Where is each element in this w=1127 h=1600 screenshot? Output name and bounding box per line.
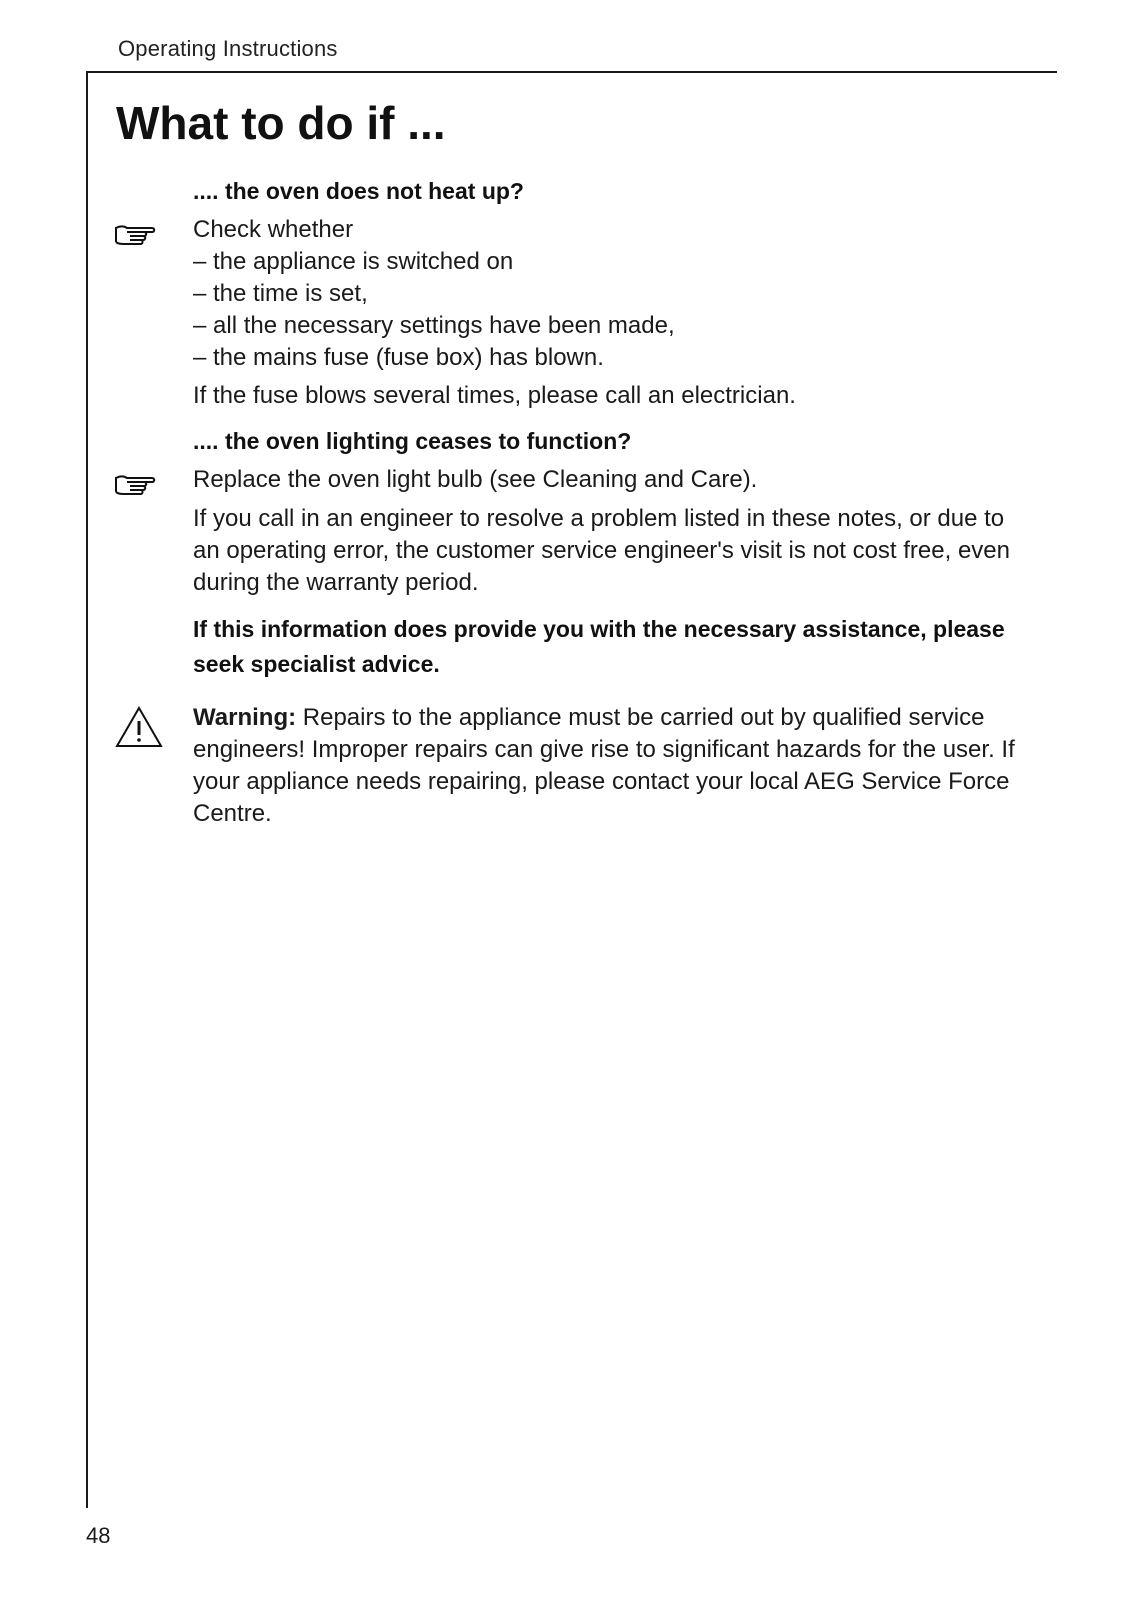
specialist-advice-note: If this information does provide you with the necessary assistance, please seek specialist advice. xyxy=(193,616,1005,677)
fuse-note: If the fuse blows several times, please call an electrician. xyxy=(193,382,796,409)
list-item: – the appliance is switched on xyxy=(193,246,675,278)
pointing-hand-icon xyxy=(114,472,162,496)
margin-rule xyxy=(86,71,88,1508)
check-intro: Check whether xyxy=(193,216,354,243)
warning-text xyxy=(193,702,1023,830)
list-item: – the mains fuse (fuse box) has blown. xyxy=(193,342,675,374)
section-heading-lighting: .... the oven lighting ceases to function? xyxy=(193,428,632,454)
list-item: – all the necessary settings have been made, xyxy=(193,310,675,342)
warning-label: Warning: xyxy=(193,704,297,731)
page-number: 48 xyxy=(86,1523,111,1548)
check-list xyxy=(193,246,675,374)
section-heading-no-heat: .... the oven does not heat up? xyxy=(193,178,524,204)
pointing-hand-icon xyxy=(114,222,162,246)
engineer-cost-note: If you call in an engineer to resolve a problem listed in these notes, or due to an operating error, the customer service engineer's visit is not cost free, even during the warranty period. xyxy=(193,505,1010,596)
header-rule xyxy=(86,71,1057,73)
warning-body: Repairs to the appliance must be carried out by qualified service engineers! Improper repairs can give rise to significant hazards for the user. If your appliance needs repairing, please contact your local AEG Service Force Centre. xyxy=(193,704,1015,827)
list-item: – the time is set, xyxy=(193,278,675,310)
replace-bulb-instruction: Replace the oven light bulb (see Cleaning and Care). xyxy=(193,466,758,493)
warning-triangle-icon xyxy=(114,705,164,749)
running-header: Operating Instructions xyxy=(118,36,338,61)
page-title: What to do if ... xyxy=(116,97,446,149)
